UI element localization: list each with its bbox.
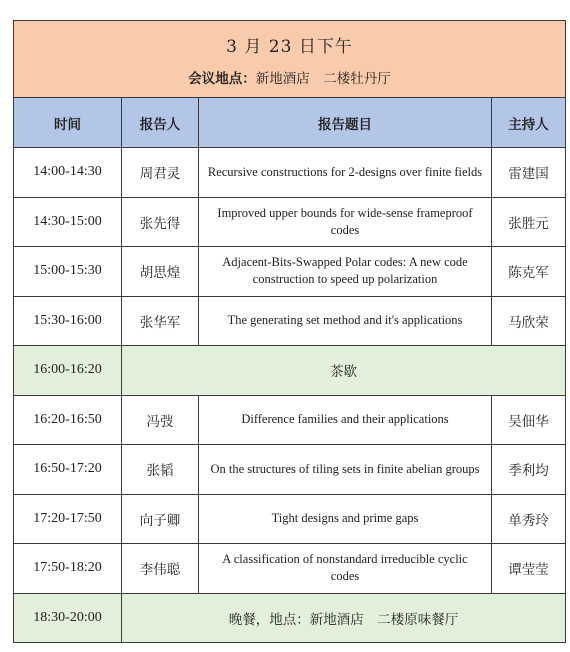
chair-cell: 陈克军 bbox=[492, 247, 566, 297]
venue-line bbox=[18, 67, 561, 87]
title-row bbox=[14, 21, 566, 98]
table-row bbox=[14, 395, 566, 445]
dinner-time: 18:30-20:00 bbox=[14, 593, 122, 643]
chair-cell: 单秀玲 bbox=[492, 494, 566, 544]
header-chair: 主持人 bbox=[492, 98, 566, 148]
time-cell: 15:30-16:00 bbox=[14, 296, 122, 346]
header-time: 时间 bbox=[14, 98, 122, 148]
session-title: 3 月 23 日下午 bbox=[226, 36, 353, 57]
time-cell: 17:50-18:20 bbox=[14, 544, 122, 594]
table-row bbox=[14, 296, 566, 346]
break-row bbox=[14, 346, 566, 396]
speaker-cell: 张先得 bbox=[122, 197, 199, 247]
chair-cell: 张胜元 bbox=[492, 197, 566, 247]
chair-cell: 谭莹莹 bbox=[492, 544, 566, 594]
topic-cell: Recursive constructions for 2-designs over finite fields bbox=[199, 148, 492, 198]
chair-cell: 吴佃华 bbox=[492, 395, 566, 445]
break-label: 茶歇 bbox=[122, 346, 566, 396]
speaker-cell: 冯弢 bbox=[122, 395, 199, 445]
time-cell: 17:20-17:50 bbox=[14, 494, 122, 544]
table-row bbox=[14, 494, 566, 544]
table-row bbox=[14, 544, 566, 594]
speaker-cell: 李伟聪 bbox=[122, 544, 199, 594]
speaker-cell: 胡思煌 bbox=[122, 247, 199, 297]
header-speaker: 报告人 bbox=[122, 98, 199, 148]
time-cell: 16:50-17:20 bbox=[14, 445, 122, 495]
venue-value: 新地酒店 二楼牡丹厅 bbox=[255, 70, 391, 87]
schedule-table bbox=[13, 20, 566, 643]
topic-cell: A classification of nonstandard irreducible cyclic codes bbox=[199, 544, 492, 594]
topic-cell: The generating set method and it's applications bbox=[199, 296, 492, 346]
header-topic: 报告题目 bbox=[199, 98, 492, 148]
speaker-cell: 向子卿 bbox=[122, 494, 199, 544]
table-row bbox=[14, 148, 566, 198]
table-row bbox=[14, 445, 566, 495]
topic-cell: Difference families and their applications bbox=[199, 395, 492, 445]
venue-label: 会议地点： bbox=[188, 70, 256, 87]
table-row bbox=[14, 247, 566, 297]
time-cell: 16:20-16:50 bbox=[14, 395, 122, 445]
speaker-cell: 张韬 bbox=[122, 445, 199, 495]
break-time: 16:00-16:20 bbox=[14, 346, 122, 396]
header-row bbox=[14, 98, 566, 148]
topic-cell: Tight designs and prime gaps bbox=[199, 494, 492, 544]
speaker-cell: 周君灵 bbox=[122, 148, 199, 198]
dinner-row bbox=[14, 593, 566, 643]
time-cell: 14:00-14:30 bbox=[14, 148, 122, 198]
dinner-label: 晚餐，地点：新地酒店 二楼原味餐厅 bbox=[122, 593, 566, 643]
table-row bbox=[14, 197, 566, 247]
speaker-cell: 张华军 bbox=[122, 296, 199, 346]
chair-cell: 雷建国 bbox=[492, 148, 566, 198]
chair-cell: 季利均 bbox=[492, 445, 566, 495]
topic-cell: On the structures of tiling sets in finite abelian groups bbox=[199, 445, 492, 495]
title-cell bbox=[14, 21, 566, 98]
topic-cell: Improved upper bounds for wide-sense frameproof codes bbox=[199, 197, 492, 247]
time-cell: 14:30-15:00 bbox=[14, 197, 122, 247]
time-cell: 15:00-15:30 bbox=[14, 247, 122, 297]
topic-cell: Adjacent-Bits-Swapped Polar codes: A new code construction to speed up polarization bbox=[199, 247, 492, 297]
chair-cell: 马欣荣 bbox=[492, 296, 566, 346]
